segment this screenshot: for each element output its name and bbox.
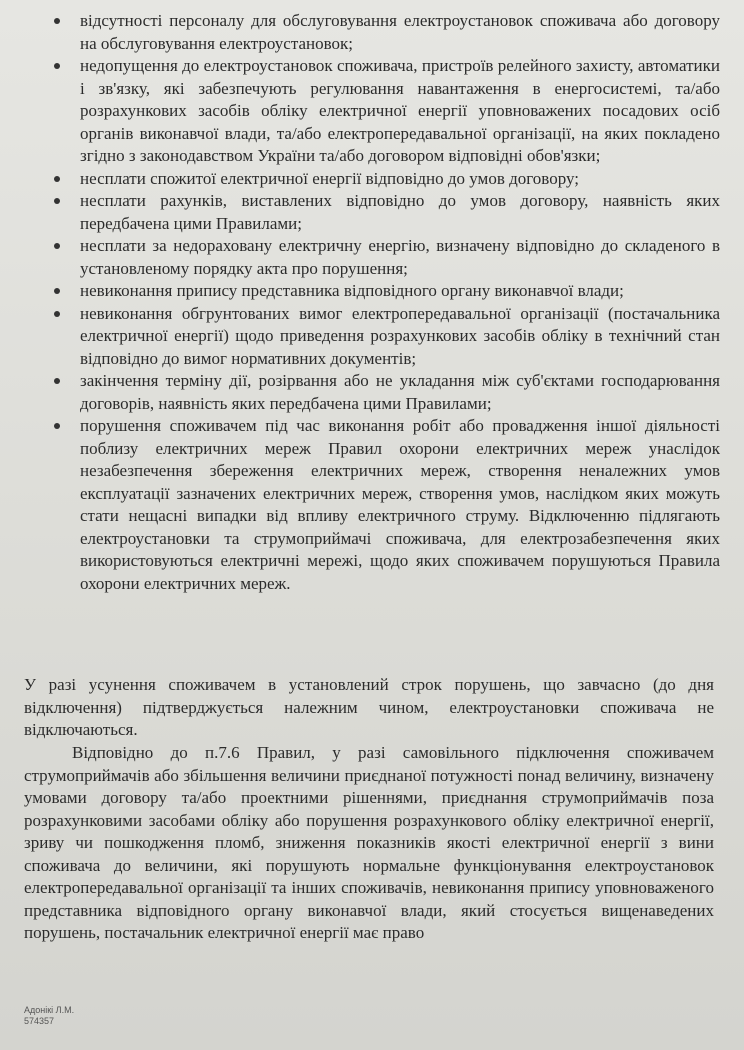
bullet-icon xyxy=(54,423,60,429)
list-item-text: порушення споживачем під час виконання робіт або провадження іншої діяльності поблизу електричних мереж Правил охорони електричних мереж унаслідок незабезпечення збереження електричних мереж, створення неналежних умов експлуатації зазначених електричних мереж, створення умов, наслідком яких можуть стати нещасні випадки від впливу електричного струму. Відключенню підлягають електроустановки та струмоприймачі споживача, для електрозабезпечення яких використовуються електричні мережі, щодо яких споживачем порушуються Правила охорони електричних мереж. xyxy=(80,416,720,593)
bullet-icon xyxy=(54,63,60,69)
bullet-icon xyxy=(54,18,60,24)
footer-author: Адонікі Л.М. xyxy=(24,1005,75,1015)
bullet-icon xyxy=(54,311,60,317)
bullet-icon xyxy=(54,198,60,204)
list-item xyxy=(40,370,720,415)
bullet-icon xyxy=(54,378,60,384)
bullet-icon xyxy=(54,176,60,182)
bullet-icon xyxy=(54,243,60,249)
list-item xyxy=(40,235,720,280)
list-item-text: несплати за недораховану електричну енергію, визначену відповідно до складеного в установленому порядку акта про порушення; xyxy=(80,236,720,278)
list-item-text: закінчення терміну дії, розірвання або не укладання між суб'єктами господарювання договорів, наявність яких передбачена цими Правилами; xyxy=(80,371,720,413)
list-item xyxy=(40,190,720,235)
list-item-text: невиконання припису представника відповідного органу виконавчої влади; xyxy=(80,281,624,300)
list-item-text: недопущення до електроустановок споживача, пристроїв релейного захисту, автоматики і зв'язку, які забезпечують регулювання навантаження в енергосистемі, та/або розрахункових засобів обліку електричної енергії уповноважених посадових осіб органів виконавчої влади, та/або електропередавальної організації, на яких покладено згідно з законодавством України та/або договором відповідні обов'язки; xyxy=(80,56,720,165)
bullet-icon xyxy=(54,288,60,294)
violations-list xyxy=(40,10,720,595)
page-footer xyxy=(24,1005,74,1027)
list-item xyxy=(40,303,720,371)
list-item-text: відсутності персоналу для обслуговування електроустановок споживача або договору на обслуговування електроустановок; xyxy=(80,11,720,53)
paragraph-remediation: У разі усунення споживачем в установлений строк порушень, що завчасно (до дня відключення) підтверджується належним чином, електроустановки споживача не відключаються. xyxy=(24,675,714,739)
footer-number: 574357 xyxy=(24,1016,55,1026)
list-item xyxy=(40,280,720,303)
list-item xyxy=(40,10,720,55)
list-item-text: несплати рахунків, виставлених відповідно до умов договору, наявність яких передбачена цими Правилами; xyxy=(80,191,720,233)
list-item xyxy=(40,415,720,595)
paragraph-rule-7-6: Відповідно до п.7.6 Правил, у разі самовільного підключення споживачем струмоприймачів або збільшення величини приєднаної потужності понад величину, визначену умовами договору та/або проектними рішеннями, приєднання струмоприймачів поза розрахунковими засобами обліку або порушення розрахункового обліку електричної енергії, зриву чи пошкодження пломб, зниження показників якості електричної енергії з вини споживача до величини, які порушують нормальне функціонування електроустановок електропередавальної організації та інших споживачів, невиконання припису уповноваженого представника відповідного органу виконавчої влади, який стосується вищенаведених порушень, постачальник електричної енергії має право xyxy=(24,743,714,942)
list-item-text: невиконання обгрунтованих вимог електропередавальної організації (постачальника електричної енергії) щодо приведення розрахункових засобів обліку в технічний стан відповідно до вимог нормативних документів; xyxy=(80,303,720,368)
list-item xyxy=(40,168,720,191)
list-item-text: несплати спожитої електричної енергії відповідно до умов договору; xyxy=(80,168,579,188)
list-item xyxy=(40,55,720,168)
